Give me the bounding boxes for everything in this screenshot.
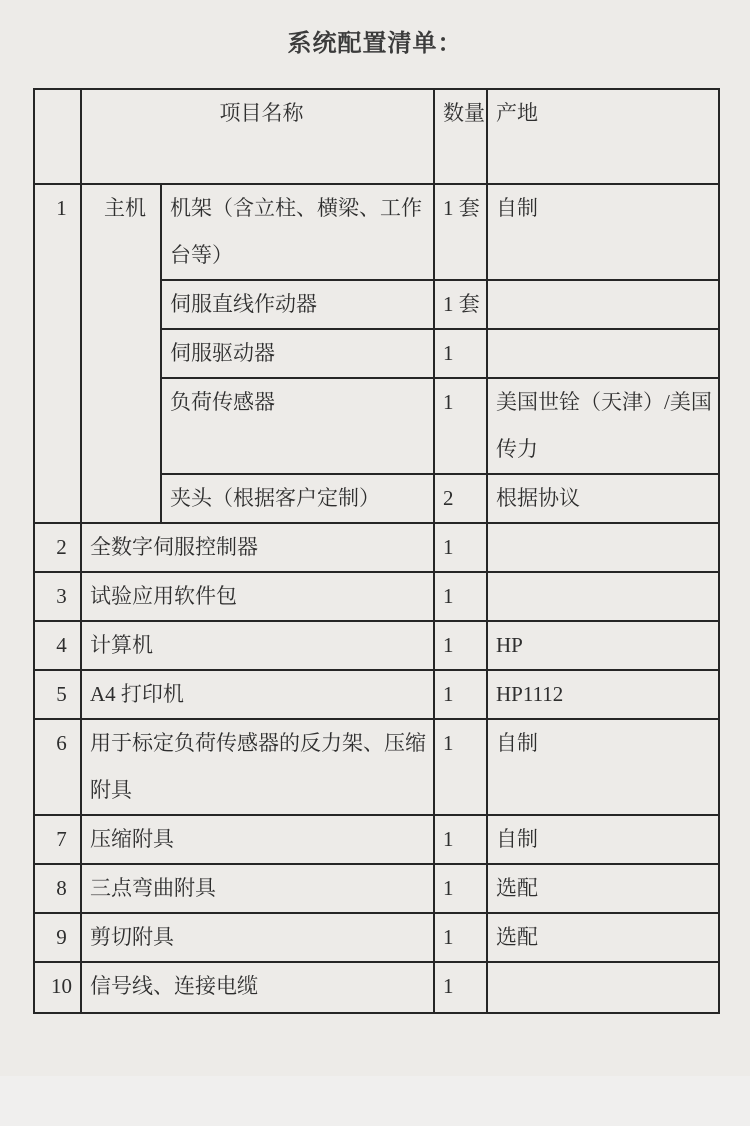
item-name-cell: 计算机 [81, 621, 434, 670]
qty-cell: 1 [434, 621, 487, 670]
header-name-cell: 项目名称 [81, 89, 434, 184]
table-row [34, 523, 719, 572]
item-name-cell: 机架（含立柱、横梁、工作台等） [161, 184, 434, 280]
origin-cell: 自制 [487, 184, 719, 280]
qty-cell: 1 [434, 815, 487, 864]
row-number-cell: 8 [34, 864, 81, 913]
table-row [34, 572, 719, 621]
group-name-cell: 主机 [81, 184, 161, 523]
table-row [34, 962, 719, 1013]
header-qty-cell: 数量 [434, 89, 487, 184]
origin-cell [487, 523, 719, 572]
origin-cell: HP [487, 621, 719, 670]
origin-cell: 选配 [487, 913, 719, 962]
origin-cell [487, 962, 719, 1013]
qty-cell: 1 [434, 864, 487, 913]
table-row [34, 815, 719, 864]
row-number-cell: 6 [34, 719, 81, 815]
origin-cell [487, 280, 719, 329]
table-row [34, 719, 719, 815]
header-index-cell [34, 89, 81, 184]
origin-cell: 根据协议 [487, 474, 719, 523]
qty-cell: 1 [434, 913, 487, 962]
item-name-cell: 全数字伺服控制器 [81, 523, 434, 572]
item-name-cell: 压缩附具 [81, 815, 434, 864]
item-name-cell: 剪切附具 [81, 913, 434, 962]
table-row [34, 184, 719, 280]
origin-cell: 自制 [487, 719, 719, 815]
item-name-cell: 信号线、连接电缆 [81, 962, 434, 1013]
row-number-cell: 3 [34, 572, 81, 621]
item-name-cell: 用于标定负荷传感器的反力架、压缩附具 [81, 719, 434, 815]
origin-cell: HP1112 [487, 670, 719, 719]
origin-cell [487, 329, 719, 378]
item-name-cell: 伺服驱动器 [161, 329, 434, 378]
item-name-cell: A4 打印机 [81, 670, 434, 719]
config-table [33, 88, 720, 1014]
header-origin-cell: 产地 [487, 89, 719, 184]
table-row [34, 621, 719, 670]
row-number-cell: 1 [34, 184, 81, 523]
table-row [34, 670, 719, 719]
row-number-cell: 2 [34, 523, 81, 572]
table-row [34, 913, 719, 962]
scan-page-edge [0, 1076, 750, 1126]
item-name-cell: 负荷传感器 [161, 378, 434, 474]
item-name-cell: 试验应用软件包 [81, 572, 434, 621]
qty-cell: 1 [434, 572, 487, 621]
origin-cell: 自制 [487, 815, 719, 864]
origin-cell: 选配 [487, 864, 719, 913]
row-number-cell: 7 [34, 815, 81, 864]
qty-cell: 1 [434, 329, 487, 378]
qty-cell: 2 [434, 474, 487, 523]
row-number-cell: 4 [34, 621, 81, 670]
item-name-cell: 三点弯曲附具 [81, 864, 434, 913]
item-name-cell: 夹头（根据客户定制） [161, 474, 434, 523]
qty-cell: 1 [434, 378, 487, 474]
qty-cell: 1 [434, 962, 487, 1013]
origin-cell [487, 572, 719, 621]
origin-cell: 美国世铨（天津）/美国传力 [487, 378, 719, 474]
qty-cell: 1 [434, 523, 487, 572]
row-number-cell: 10 [34, 962, 81, 1013]
qty-cell: 1 套 [434, 184, 487, 280]
item-name-cell: 伺服直线作动器 [161, 280, 434, 329]
page-title: 系统配置清单： [287, 30, 463, 57]
qty-cell: 1 [434, 670, 487, 719]
header-row [34, 89, 719, 184]
row-number-cell: 9 [34, 913, 81, 962]
qty-cell: 1 [434, 719, 487, 815]
row-number-cell: 5 [34, 670, 81, 719]
qty-cell: 1 套 [434, 280, 487, 329]
table-row [34, 864, 719, 913]
